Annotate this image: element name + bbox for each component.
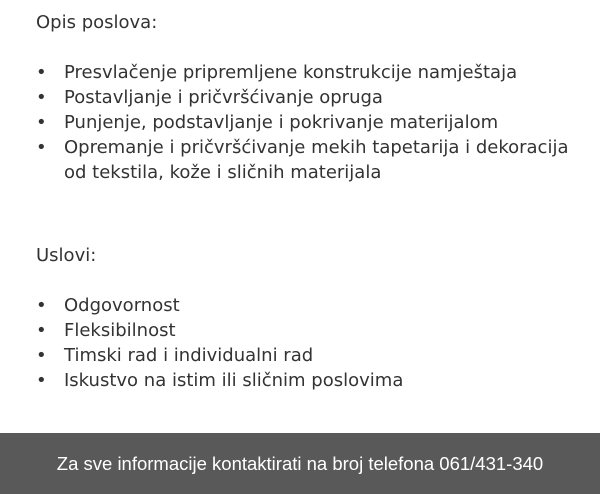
conditions-list	[36, 293, 592, 393]
list-item: • Fleksibilnost	[36, 318, 592, 343]
job-description	[36, 0, 592, 393]
list-item: • Postavljanje i pričvršćivanje opruga	[36, 85, 592, 110]
list-item: • Opremanje i pričvršćivanje mekih tapetarija i dekoracija od tekstila, kože i sličnih materijala	[36, 135, 592, 185]
list-item: • Iskustvo na istim ili sličnim poslovima	[36, 368, 592, 393]
contact-footer	[0, 433, 600, 494]
list-item: • Punjenje, podstavljanje i pokrivanje materijalom	[36, 110, 592, 135]
list-item: • Timski rad i individualni rad	[36, 343, 592, 368]
conditions-heading: Uslovi:	[36, 245, 97, 266]
duties-list	[36, 60, 592, 185]
list-item: • Odgovornost	[36, 293, 592, 318]
list-item: • Presvlačenje pripremljene konstrukcije namještaja	[36, 60, 592, 85]
duties-heading: Opis poslova:	[36, 12, 158, 33]
contact-text: Za sve informacije kontaktirati na broj telefona 061/431-340	[56, 452, 544, 474]
